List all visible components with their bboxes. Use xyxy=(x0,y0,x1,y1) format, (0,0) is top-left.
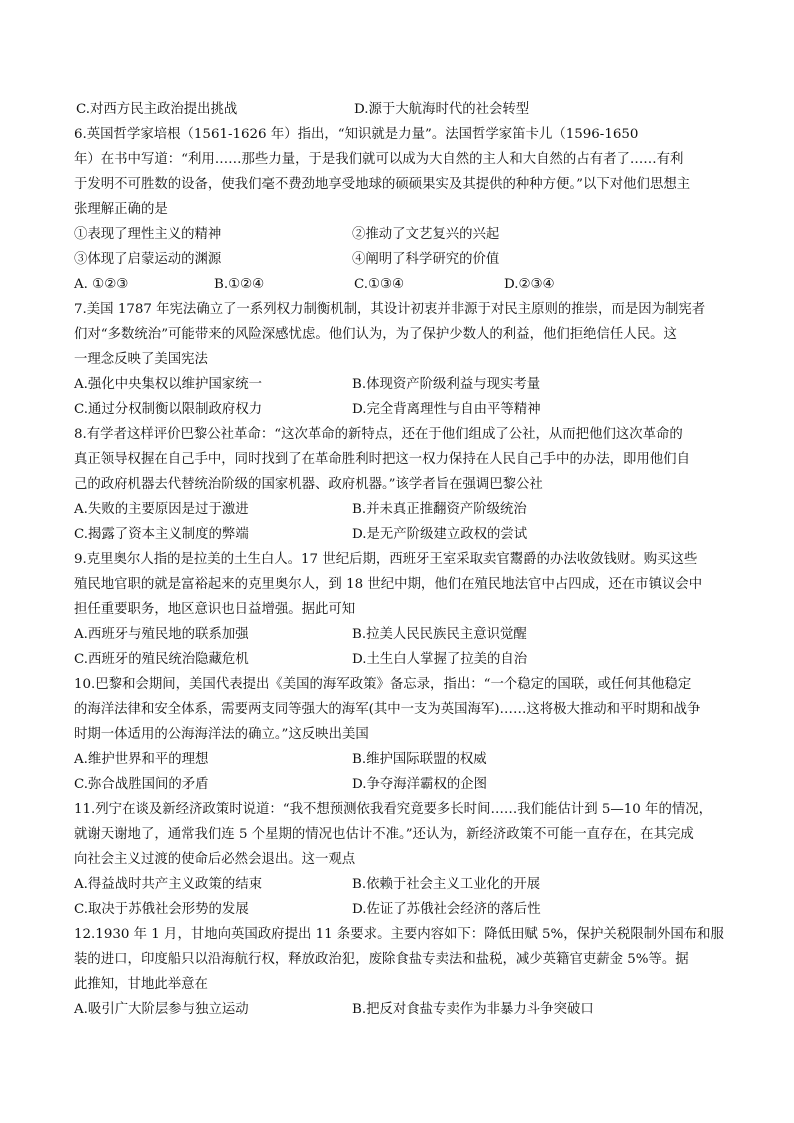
q11-stem-line: 11.列宁在谈及新经济政策时说道：“我不想预测依我看究竟要多长时间……我们能估计到 5—10 年的情况， xyxy=(74,802,713,817)
q11-options-cd xyxy=(74,897,726,922)
q8-stem-line: 真正领导权握在自己手中，同时找到了在革命胜利时把这一权力保持在人民自己手中的办法，即用他们自 xyxy=(74,452,690,467)
q6-item: ④阐明了科学研究的价值 xyxy=(352,252,500,267)
q8-options-cd xyxy=(74,522,726,547)
q6-item: ①表现了理性主义的精神 xyxy=(74,227,222,242)
q8-stem-line: 己的政府机器去代替统治阶级的国家机器、政府机器。”该学者旨在强调巴黎公社 xyxy=(74,477,543,492)
q6-option-c[interactable]: C.①③④ xyxy=(354,277,405,292)
q10-options-cd xyxy=(74,772,726,797)
q5-options-cd xyxy=(74,97,726,122)
q7-stem-line: 7.美国 1787 年宪法确立了一系列权力制衡机制，其设计初衷并非源于对民主原则的推崇，而是因为制宪者 xyxy=(74,302,706,317)
q10-option-c[interactable]: C.弥合战胜国间的矛盾 xyxy=(74,777,209,792)
q9-options-cd xyxy=(74,647,726,672)
q6-stem-line: 6.英国哲学家培根（1561-1626 年）指出，“知识就是力量”。法国哲学家笛卡儿（1596-1650 xyxy=(74,127,639,142)
q6-stem-line: 年）在书中写道：“利用……那些力量，于是我们就可以成为大自然的主人和大自然的占有者了……有利 xyxy=(74,152,684,167)
q6-options xyxy=(74,272,726,297)
q9-stem-line: 9.克里奥尔人指的是拉美的土生白人。17 世纪后期，西班牙王室采取卖官鬻爵的办法收敛钱财。购买这些 xyxy=(74,552,698,567)
q10-option-a[interactable]: A.维护世界和平的理想 xyxy=(74,752,209,767)
q8-options-ab xyxy=(74,497,726,522)
q7-stem-line: 一理念反映了美国宪法 xyxy=(74,352,208,367)
q8-option-c[interactable]: C.揭露了资本主义制度的弊端 xyxy=(74,527,249,542)
q7-stem-line: 们对“多数统治”可能带来的风险深感忧虑。他们认为，为了保护少数人的利益，他们拒绝信任人民。这 xyxy=(74,327,677,342)
q12-stem-line: 12.1930 年 1 月，甘地向英国政府提出 11 条要求。主要内容如下：降低田赋 5%，保护关税限制外国布和服 xyxy=(74,927,724,942)
q6-stem-line: 张理解正确的是 xyxy=(74,202,168,217)
q10-options-ab xyxy=(74,747,726,772)
q7-option-a[interactable]: A.强化中央集权以维护国家统一 xyxy=(74,377,263,392)
q9-option-c[interactable]: C.西班牙的殖民统治隐藏危机 xyxy=(74,652,249,667)
q10-stem-line: 的海洋法律和安全体系，需要两支同等强大的海军(其中一支为英国海军)……这将极大推动和平时期和战争 xyxy=(74,702,701,717)
q11-stem-line: 就谢天谢地了，通常我们连 5 个星期的情况也估计不准。”还认为，新经济政策不可能一直存在，在其完成 xyxy=(74,827,694,842)
q9-option-b[interactable]: B.拉美人民民族民主意识觉醒 xyxy=(352,627,527,642)
q12-option-b[interactable]: B.把反对食盐专卖作为非暴力斗争突破口 xyxy=(352,1002,594,1017)
q5-option-c[interactable]: C.对西方民主政治提出挑战 xyxy=(76,102,238,117)
q11-option-b[interactable]: B.依赖于社会主义工业化的开展 xyxy=(352,877,541,892)
q11-stem-line: 向社会主义过渡的使命后必然会退出。这一观点 xyxy=(74,852,356,867)
q9-stem-line: 殖民地官职的就是富裕起来的克里奥尔人，到 18 世纪中期，他们在殖民地法官中占四成，还在市镇议会中 xyxy=(74,577,703,592)
q10-stem-line: 10.巴黎和会期间，美国代表提出《美国的海军政策》备忘录，指出：“一个稳定的国联，或任何其他稳定 xyxy=(74,677,692,692)
q6-item: ③体现了启蒙运动的渊源 xyxy=(74,252,222,267)
q7-option-c[interactable]: C.通过分权制衡以限制政府权力 xyxy=(74,402,263,417)
q12-stem-line: 装的进口，印度船只以沿海航行权，释放政治犯，废除食盐专卖法和盐税，减少英籍官吏薪金 5%等。据 xyxy=(74,952,689,967)
q8-option-d[interactable]: D.是无产阶级建立政权的尝试 xyxy=(352,527,528,542)
q10-option-b[interactable]: B.维护国际联盟的权威 xyxy=(352,752,487,767)
q9-stem-line: 担任重要职务，地区意识也日益增强。据此可知 xyxy=(74,602,356,617)
q6-stem-line: 于发明不可胜数的设备，使我们毫不费劲地享受地球的硕硕果实及其提供的种种方便。”以下对他们思想主 xyxy=(74,177,691,192)
q6-item: ②推动了文艺复兴的兴起 xyxy=(352,227,500,242)
q11-option-d[interactable]: D.佐证了苏俄社会经济的落后性 xyxy=(352,902,541,917)
q11-option-a[interactable]: A.得益战时共产主义政策的结束 xyxy=(74,877,263,892)
q9-option-d[interactable]: D.土生白人掌握了拉美的自治 xyxy=(352,652,528,667)
question-content xyxy=(74,97,726,1022)
q11-options-ab xyxy=(74,872,726,897)
q11-option-c[interactable]: C.取决于苏俄社会形势的发展 xyxy=(74,902,249,917)
q5-option-d[interactable]: D.源于大航海时代的社会转型 xyxy=(354,102,530,117)
q12-options-ab xyxy=(74,997,726,1022)
q9-options-ab xyxy=(74,622,726,647)
q8-option-b[interactable]: B.并未真正推翻资产阶级统治 xyxy=(352,502,527,517)
q7-options-cd xyxy=(74,397,726,422)
q12-stem-line: 此推知，甘地此举意在 xyxy=(74,977,208,992)
q8-option-a[interactable]: A.失败的主要原因是过于激进 xyxy=(74,502,249,517)
q6-option-b[interactable]: B.①②④ xyxy=(214,277,265,292)
q8-stem-line: 8.有学者这样评价巴黎公社革命：“这次革命的新特点，还在于他们组成了公社，从而把他们这次革命的 xyxy=(74,427,683,442)
q6-option-d[interactable]: D.②③④ xyxy=(504,277,555,292)
q9-option-a[interactable]: A.西班牙与殖民地的联系加强 xyxy=(74,627,249,642)
q10-stem-line: 时期一体适用的公海海洋法的确立。”这反映出美国 xyxy=(74,727,369,742)
q10-option-d[interactable]: D.争夺海洋霸权的企图 xyxy=(352,777,488,792)
q12-option-a[interactable]: A.吸引广大阶层参与独立运动 xyxy=(74,1002,249,1017)
q7-option-b[interactable]: B.体现资产阶级利益与现实考量 xyxy=(352,377,541,392)
q7-option-d[interactable]: D.完全背离理性与自由平等精神 xyxy=(352,402,541,417)
q6-items-row xyxy=(74,222,726,247)
q6-items-row xyxy=(74,247,726,272)
q7-options-ab xyxy=(74,372,726,397)
q6-option-a[interactable]: A. ①②③ xyxy=(74,277,129,292)
